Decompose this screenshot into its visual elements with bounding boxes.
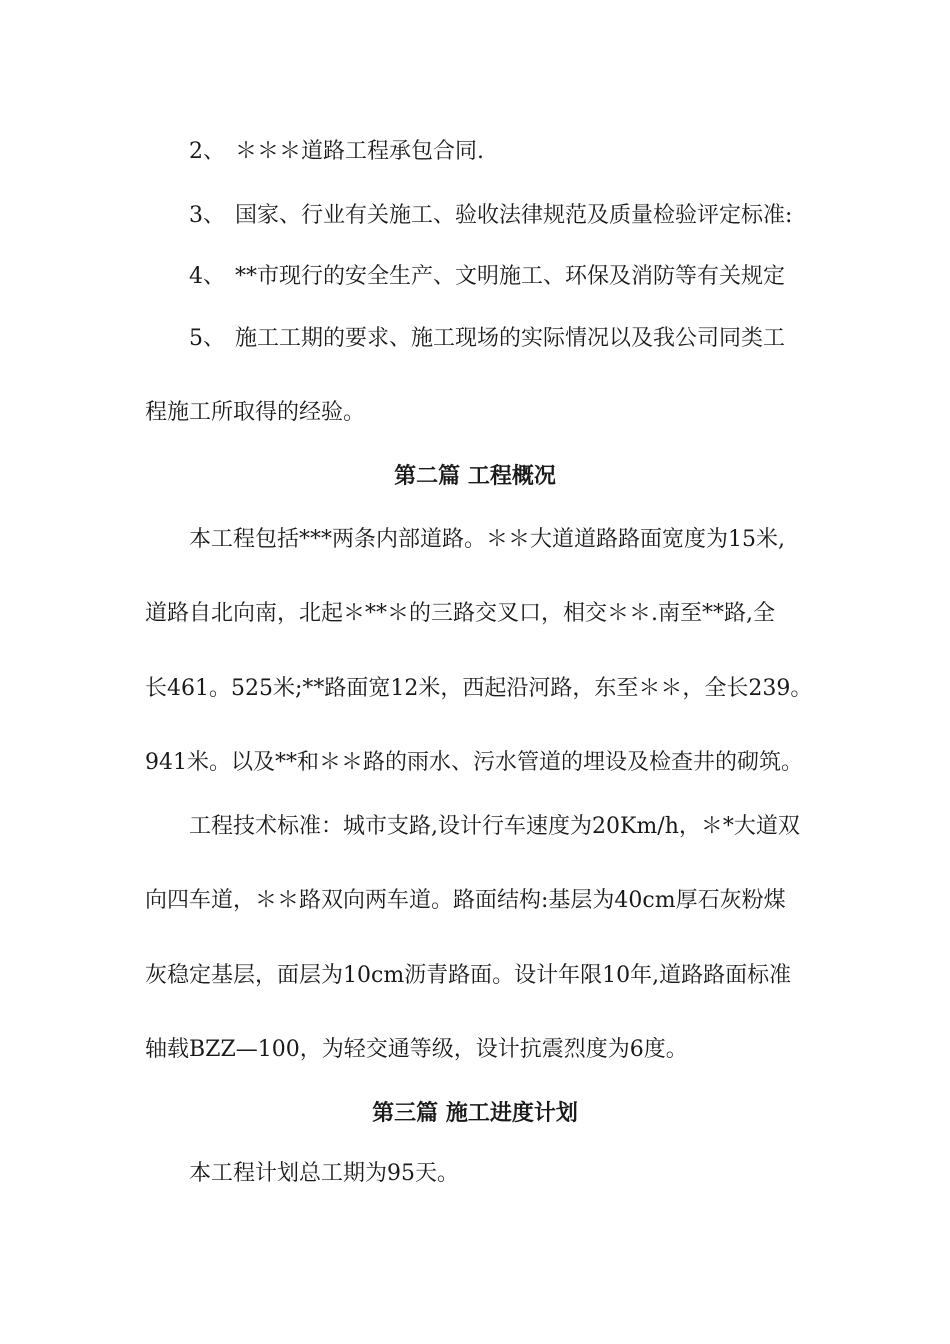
item-text: 施工工期的要求、施工现场的实际情况以及我公司同类工 [235, 326, 786, 351]
paragraph-line: 向四车道，＊＊路双向两车道。路面结构:基层为40cm厚石灰粉煤 [145, 888, 786, 913]
paragraph-line: 轴载BZZ—100，为轻交通等级，设计抗震烈度为6度。 [145, 1037, 688, 1062]
item-number: 5、 [189, 326, 225, 351]
item-number: 3、 [189, 203, 225, 228]
basis-item [189, 201, 792, 231]
section-heading: 第三篇 施工进度计划 [372, 1100, 578, 1126]
item-number: 4、 [189, 264, 225, 289]
paragraph-line: 道路自北向南，北起＊**＊的三路交叉口，相交＊＊.南至**路,全 [145, 601, 775, 626]
basis-item [189, 324, 785, 354]
paragraph-line: 工程技术标准：城市支路,设计行车速度为20Km/h，＊*大道双 [189, 814, 800, 839]
item-text: ＊＊＊道路工程承包合同. [235, 139, 484, 164]
item-number: 2、 [189, 139, 225, 164]
paragraph-line: 本工程包括***两条内部道路。＊＊大道道路路面宽度为15米, [189, 527, 785, 552]
paragraph-line: 长461。525米;**路面宽12米，西起沿河路，东至＊＊，全长239。 [145, 676, 813, 701]
section-heading: 第二篇 工程概况 [394, 463, 556, 489]
paragraph-line: 941米。以及**和＊＊路的雨水、污水管道的埋设及检查井的砌筑。 [145, 750, 803, 775]
basis-item [189, 262, 785, 292]
basis-continuation: 程施工所取得的经验。 [145, 400, 366, 425]
paragraph-line: 灰稳定基层，面层为10cm沥青路面。设计年限10年,道路路面标准 [145, 963, 792, 988]
basis-item [189, 137, 484, 167]
item-text: **市现行的安全生产、文明施工、环保及消防等有关规定 [235, 264, 786, 289]
item-text: 国家、行业有关施工、验收法律规范及质量检验评定标准: [235, 203, 793, 228]
paragraph-line: 本工程计划总工期为95天。 [189, 1161, 459, 1186]
